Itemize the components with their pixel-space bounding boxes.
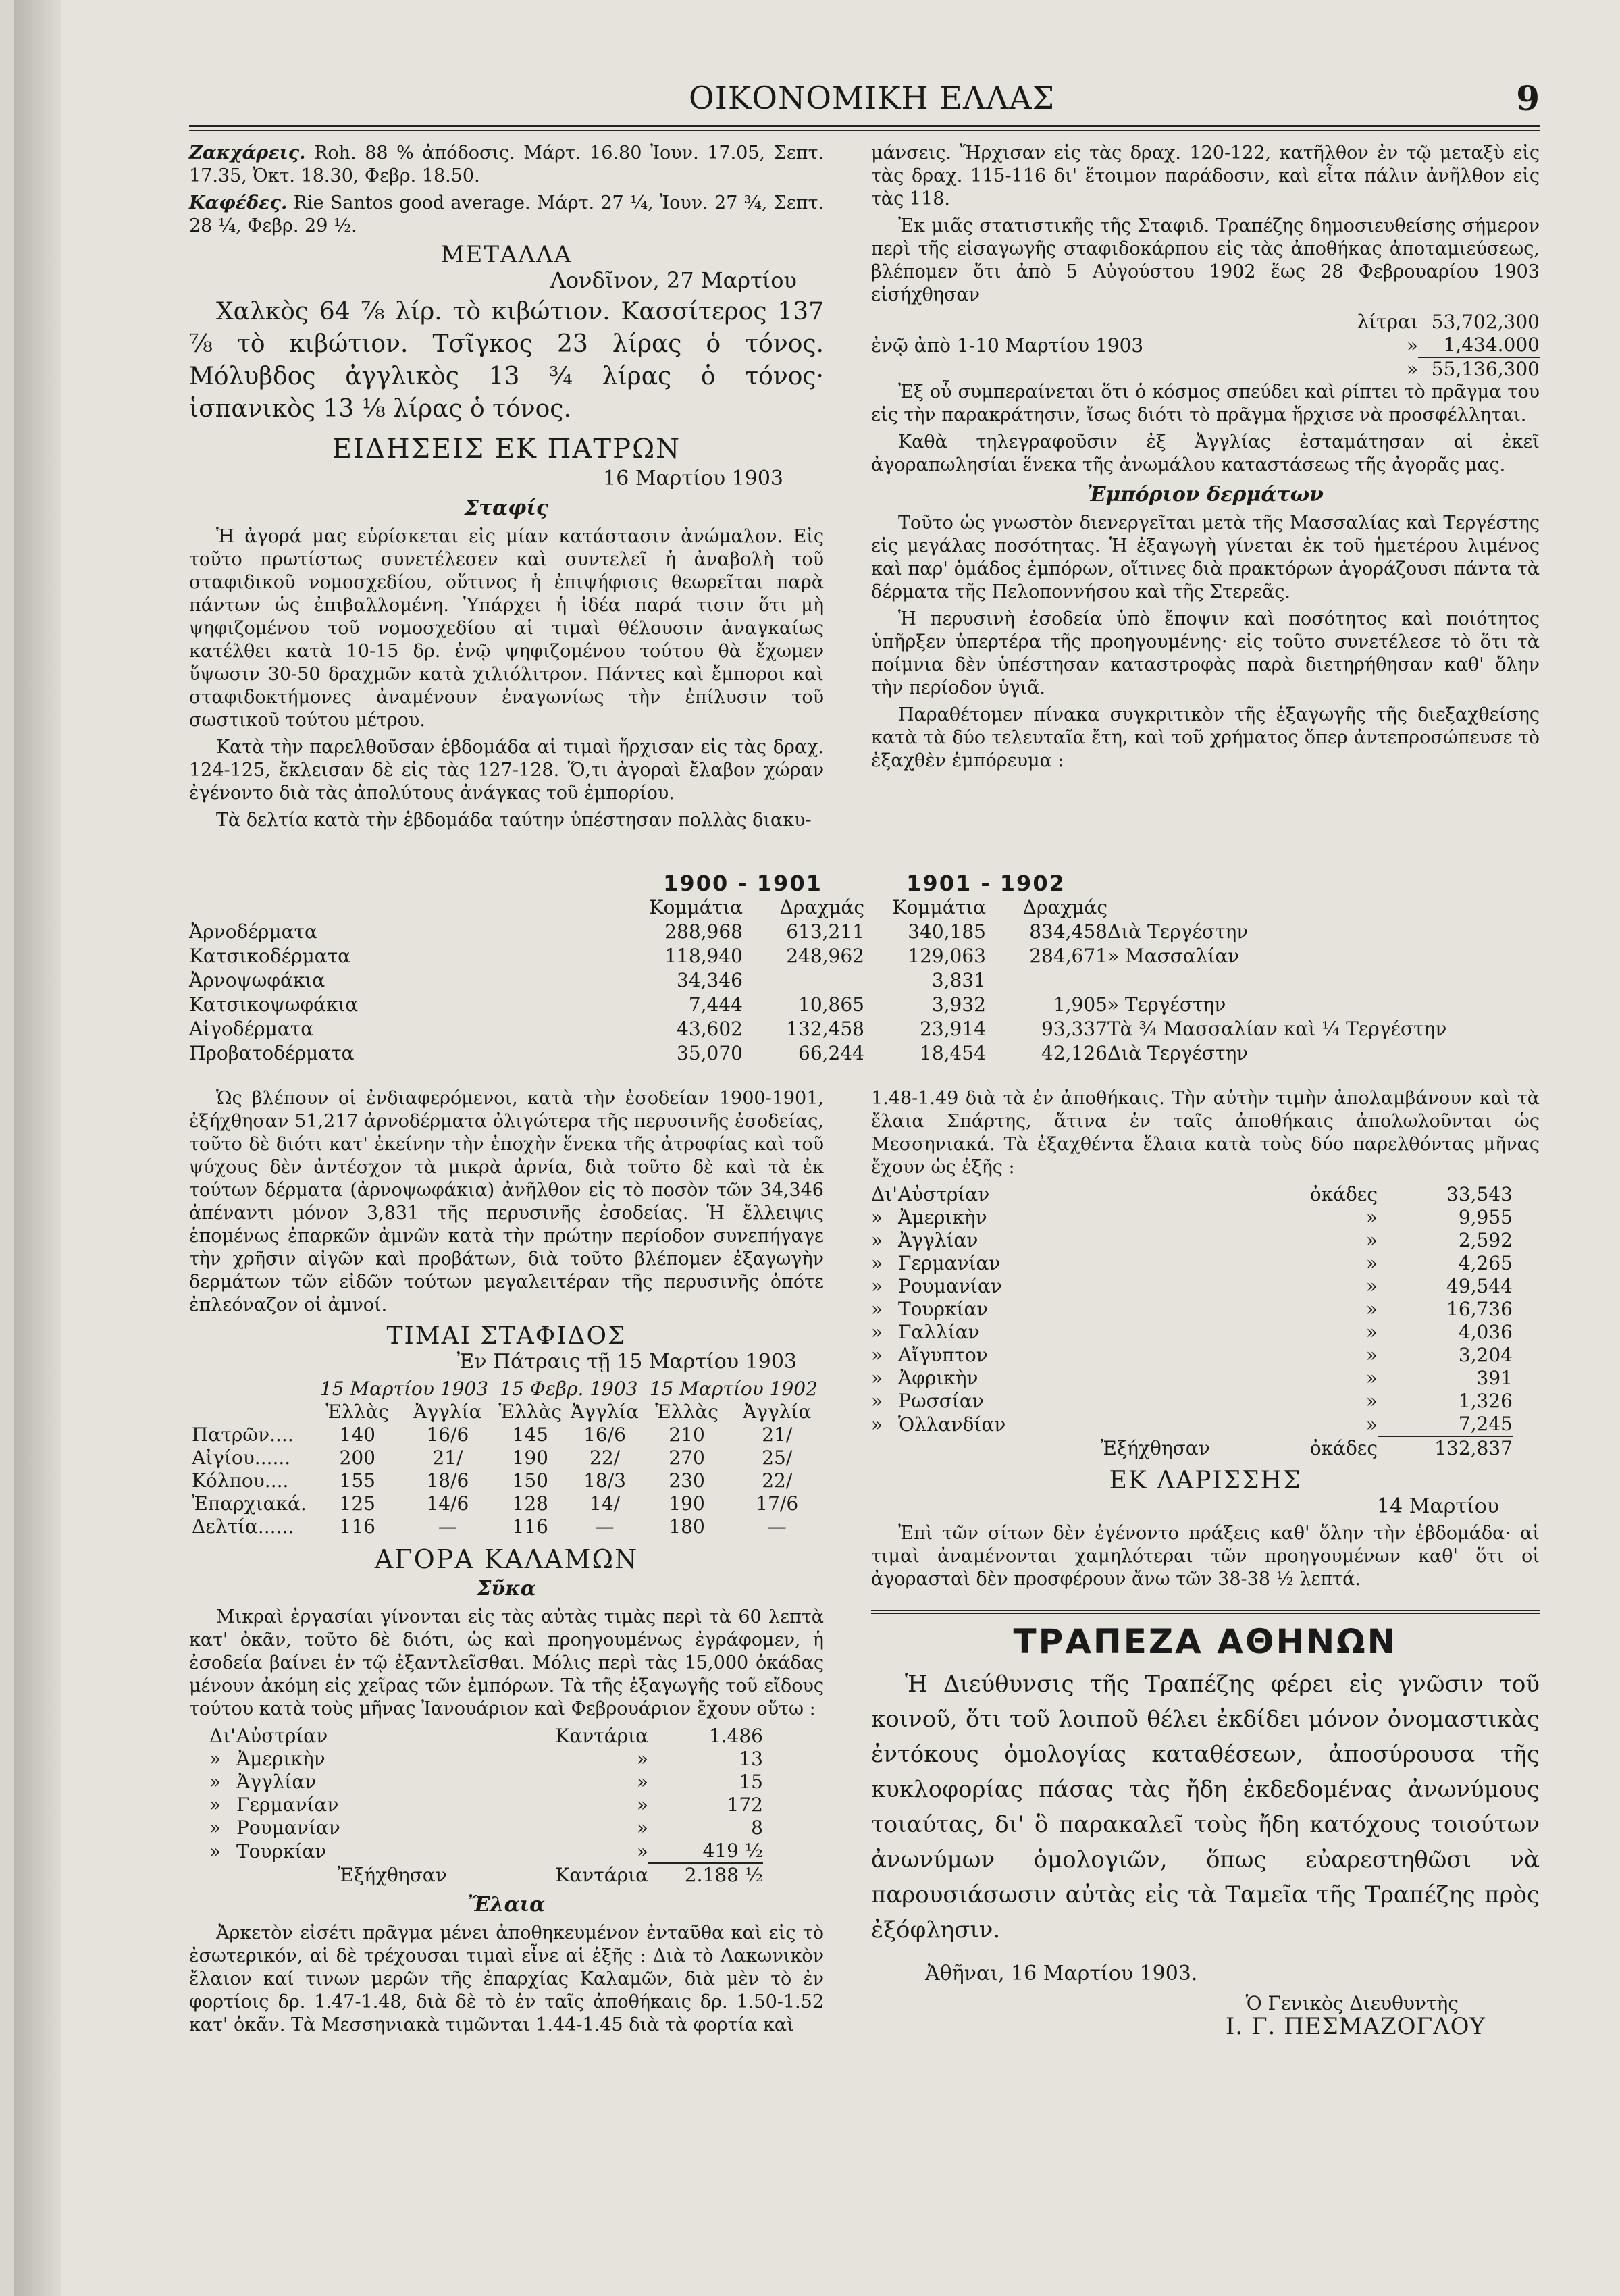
row-prefix: Δι' bbox=[209, 1725, 236, 1747]
sugar-text: Roh. 88 % ἀπόδοσις. Μάρτ. 16.80 Ἰουν. 17.05, Σεπτ. 17.35, Ὀκτ. 18.30, Φεβρ. 18.50. bbox=[189, 142, 824, 186]
right-paragraph-5: Τοῦτο ὡς γνωστὸν διενεργεῖται μετὰ τῆς Μασσαλίας καὶ Τεργέστης εἰς μεγάλας ποσότητας. Ἡ ἐξαγωγὴ γίνεται ἐκ τοῦ ἡμετέρου λιμένος καὶ παρ' ὁμάδος ἐμπόρων, οἵτινες διὰ πρακτόρων ἀγοράζουσι πάντα τὰ δέρματα τῆς Πελοποννήσου καὶ τῆς Στερεᾶς. bbox=[871, 513, 1540, 602]
table-row bbox=[209, 1748, 763, 1771]
table-row bbox=[871, 1344, 1513, 1367]
price-value: 270 bbox=[669, 1446, 705, 1469]
table-row bbox=[189, 1017, 1540, 1041]
item-name: Προβατοδέρματα bbox=[189, 1042, 355, 1064]
pieces-1901: 35,070 bbox=[677, 1042, 743, 1064]
quantity: 8 bbox=[751, 1817, 763, 1839]
larissa-paragraph: Ἐπὶ τῶν σίτων δὲν ἐγένοντο πράξεις καθ' ὅλην τὴν ἑβδομάδα· αἱ τιμαὶ ἀναμένονται χαμηλότεραι τῶν προηγουμένων καθ' ὅτι οἱ ἀγορασταὶ δὲν προσφέρουν ἄνω τῶν 38-38 ½ λεπτά. bbox=[871, 1523, 1540, 1590]
table-row bbox=[189, 1446, 824, 1469]
unit: » bbox=[1365, 1252, 1378, 1274]
raisin-prices-place: Ἐν Πάτραις τῇ 15 Μαρτίου 1903 bbox=[456, 1350, 797, 1374]
drachmas-1901 bbox=[743, 968, 864, 993]
price-date: 15 Φεβρ. 1903 bbox=[500, 1378, 638, 1400]
table-row bbox=[189, 1515, 824, 1538]
price-value: 16/6 bbox=[583, 1424, 626, 1446]
drachmas-1902: 1,905 bbox=[1053, 993, 1107, 1016]
table-row bbox=[871, 1390, 1513, 1413]
row-prefix: » bbox=[871, 1413, 883, 1436]
row-prefix: Δι' bbox=[871, 1183, 897, 1205]
table-row bbox=[871, 1413, 1513, 1436]
row-prefix: » bbox=[209, 1817, 221, 1839]
country: Γερμανίαν bbox=[236, 1794, 339, 1816]
table-row bbox=[189, 993, 1540, 1017]
item-name: Ἀρνοδέρματα bbox=[189, 920, 317, 943]
table-row bbox=[209, 1771, 763, 1794]
unit: » bbox=[636, 1748, 648, 1770]
unit: » bbox=[1365, 1275, 1378, 1297]
table-row bbox=[189, 944, 1540, 968]
price-value: 25/ bbox=[762, 1446, 793, 1469]
row-prefix: » bbox=[209, 1771, 221, 1793]
table-row bbox=[189, 1469, 824, 1492]
bank-date: Ἀθῆναι, 16 Μαρτίου 1903. bbox=[925, 1962, 1198, 1985]
row-prefix: » bbox=[871, 1321, 883, 1343]
price-value: 21/ bbox=[432, 1446, 463, 1469]
left-column-top bbox=[189, 142, 824, 836]
figs-exports-table bbox=[209, 1725, 763, 1887]
quantity: 9,955 bbox=[1458, 1206, 1513, 1228]
table-row bbox=[871, 1183, 1513, 1206]
country: Ρωσσίαν bbox=[898, 1390, 984, 1412]
row-prefix: » bbox=[871, 1275, 883, 1297]
unit: » bbox=[1365, 1206, 1378, 1228]
item-name: Αἰγοδέρματα bbox=[189, 1018, 314, 1040]
left-column-bottom bbox=[189, 1087, 824, 2041]
price-place: Ἐπαρχιακά. bbox=[192, 1492, 307, 1515]
quantity: 419 ½ bbox=[702, 1840, 763, 1862]
price-value: 116 bbox=[339, 1515, 375, 1538]
import-label: ἐνῷ ἀπὸ 1-10 Μαρτίου 1903 bbox=[871, 334, 1144, 357]
unit: » bbox=[1365, 1321, 1378, 1343]
table-row bbox=[189, 1424, 824, 1446]
import-unit: » bbox=[1406, 357, 1418, 380]
row-prefix: » bbox=[871, 1229, 883, 1251]
pieces-1901: 34,346 bbox=[677, 969, 743, 991]
quantity: 4,265 bbox=[1458, 1252, 1513, 1274]
price-value: 155 bbox=[339, 1469, 375, 1492]
figs-paragraph: Μικραὶ ἐργασίαι γίνονται εἰς τὰς αὐτὰς τιμὰς περὶ τὰ 60 λεπτὰ κατ' ὀκᾶν, τοῦτο δὲ διότι, ὡς καὶ προηγουμένως ἐγράφομεν, ἡ ἐσοδεία βαίνει ἐν τῷ ἐξαντλεῖσθαι. Μόλις περὶ τὰς 15,000 ὀκάδας μένουν ἀκόμη εἰς χεῖρας τῶν ἐμπόρων. Τὰ τῆς ἐξαγωγῆς τοῦ εἴδους τούτου κατὰ τοὺς μῆνας Ἰανουάριον καὶ Φεβρουάριον ἔχουν οὕτω : bbox=[189, 1607, 824, 1719]
country: Τουρκίαν bbox=[898, 1298, 989, 1320]
price-value: 128 bbox=[512, 1492, 548, 1515]
right-paragraph-2: Ἐκ μιᾶς στατιστικῆς τῆς Σταφιδ. Τραπέζης δημοσιευθείσης σήμερον περὶ τῆς εἰσαγωγῆς σταφιδοκάρπου εἰς τὰς ἀποθήκας ἀποταμιεύσεως, βλέπομεν ὅτι ἀπὸ 5 Αὐγούστου 1902 ἕως 28 Φεβρουαρίου 1903 εἰσήχθησαν bbox=[871, 215, 1540, 305]
leather-exports-table bbox=[189, 871, 1540, 1066]
import-row bbox=[871, 357, 1540, 381]
quantity: 4,036 bbox=[1458, 1321, 1513, 1343]
import-unit: » bbox=[1406, 334, 1418, 357]
bank-title: ΤΡΑΠΕΖΑ ΑΘΗΝΩΝ bbox=[1013, 1622, 1398, 1661]
import-row bbox=[871, 334, 1540, 357]
price-value: — bbox=[438, 1515, 457, 1538]
quantity: 391 bbox=[1476, 1367, 1513, 1389]
drachmas-1901: 613,211 bbox=[786, 920, 864, 943]
price-date: 15 Μαρτίου 1903 bbox=[319, 1378, 489, 1400]
year-heading: 1900 - 1901 bbox=[663, 870, 822, 896]
table-row bbox=[871, 1206, 1513, 1229]
drachmas-1901: 66,244 bbox=[798, 1042, 864, 1064]
table-row bbox=[189, 1041, 1540, 1066]
quantity: 15 bbox=[739, 1771, 763, 1793]
country: Αὐστρίαν bbox=[236, 1725, 328, 1747]
destination: Τὰ ¾ Μασσαλίαν καὶ ¼ Τεργέστην bbox=[1107, 1018, 1447, 1040]
price-value: 180 bbox=[669, 1515, 705, 1538]
right-column-top bbox=[871, 142, 1540, 777]
country: Ρουμανίαν bbox=[236, 1817, 340, 1839]
country: Γαλλίαν bbox=[898, 1321, 980, 1343]
pieces-1902: 3,932 bbox=[931, 993, 986, 1016]
unit: » bbox=[1365, 1298, 1378, 1320]
price-value: 14/ bbox=[590, 1492, 621, 1515]
raisin-prices-table bbox=[189, 1378, 824, 1538]
price-value: 22/ bbox=[590, 1446, 621, 1469]
price-value: — bbox=[595, 1515, 615, 1538]
drachmas-1901: 248,962 bbox=[786, 945, 864, 967]
unit: » bbox=[1365, 1413, 1378, 1436]
total-value: 2.188 ½ bbox=[648, 1863, 763, 1887]
price-value: 22/ bbox=[762, 1469, 793, 1492]
destination: Διὰ Τεργέστην bbox=[1107, 920, 1249, 943]
row-prefix: » bbox=[871, 1344, 883, 1366]
destination: » Τεργέστην bbox=[1107, 993, 1226, 1016]
market-label: Ἀγγλία bbox=[570, 1401, 639, 1423]
sugar-lead: Ζακχάρεις. bbox=[189, 142, 306, 163]
table-row bbox=[209, 1840, 763, 1863]
coffee-paragraph bbox=[189, 192, 824, 238]
price-value: 18/3 bbox=[583, 1469, 626, 1492]
market-label: Ἑλλὰς bbox=[498, 1401, 563, 1423]
price-value: 17/6 bbox=[756, 1492, 799, 1515]
total-value: 132,837 bbox=[1378, 1436, 1513, 1460]
price-value: 210 bbox=[669, 1424, 705, 1446]
column-header: Κομμάτια bbox=[892, 896, 986, 918]
country: Ἀφρικὴν bbox=[898, 1367, 978, 1389]
pieces-1901: 7,444 bbox=[688, 993, 743, 1016]
import-value: 1,434.000 bbox=[1443, 334, 1540, 356]
country: Αἴγυπτον bbox=[898, 1344, 988, 1366]
drachmas-1902: 284,671 bbox=[1029, 945, 1107, 967]
country: Γερμανίαν bbox=[898, 1252, 1001, 1274]
price-place: Δελτία...... bbox=[192, 1515, 294, 1538]
destination: » Μασσαλίαν bbox=[1107, 945, 1240, 967]
stafis-paragraph-2: Κατὰ τὴν παρελθοῦσαν ἑβδομάδα αἱ τιμαὶ ἤρχισαν εἰς τὰς δραχ. 124-125, ἔκλεισαν δὲ εἰς τὰς 127-128. Ὅ,τι ἀγοραὶ ἔλαβον χώραν ἐγένοντο διὰ τὰς ἀπολύτους ἀνάγκας τοῦ ἐμπορίου. bbox=[189, 737, 824, 804]
row-prefix: » bbox=[871, 1252, 883, 1274]
pieces-1901: 43,602 bbox=[677, 1018, 743, 1040]
drachmas-1901: 132,458 bbox=[786, 1018, 864, 1040]
destination: Διὰ Τεργέστην bbox=[1107, 1042, 1249, 1064]
price-value: 190 bbox=[669, 1492, 705, 1515]
price-place: Αἰγίου...... bbox=[192, 1446, 291, 1469]
unit: » bbox=[1365, 1229, 1378, 1251]
total-unit: ὀκάδες bbox=[1309, 1436, 1378, 1459]
total-unit: Καντάρια bbox=[555, 1863, 648, 1886]
import-row bbox=[871, 311, 1540, 334]
drachmas-1902: 834,458 bbox=[1029, 920, 1107, 943]
price-value: 230 bbox=[669, 1469, 705, 1492]
price-value: 18/6 bbox=[426, 1469, 469, 1492]
row-prefix: » bbox=[871, 1367, 883, 1389]
quantity: 3,204 bbox=[1458, 1344, 1513, 1366]
oil-exports-table bbox=[871, 1183, 1513, 1460]
total-row bbox=[871, 1436, 1513, 1460]
right-paragraph-1: μάνσεις. Ἤρχισαν εἰς τὰς δραχ. 120-122, κατῆλθον ἐν τῷ μεταξὺ εἰς τὰς δραχ. 115-116 δι' ἕτοιμον παράδοσιν, καὶ εἶτα πάλιν ἀνῆλθον εἰς τὰς 118. bbox=[871, 142, 1540, 209]
row-prefix: » bbox=[209, 1748, 221, 1770]
price-value: — bbox=[767, 1515, 787, 1538]
coffee-lead: Καφέδες. bbox=[189, 192, 288, 213]
unit: ὀκάδες bbox=[1309, 1183, 1378, 1205]
item-name: Ἀρνοψωφάκια bbox=[189, 969, 325, 991]
table-row bbox=[871, 1298, 1513, 1321]
right-column-bottom bbox=[871, 1087, 1540, 2038]
stafis-paragraph-3: Τὰ δελτία κατὰ τὴν ἑβδομάδα ταύτην ὑπέστησαν πολλὰς διακυ- bbox=[216, 810, 812, 831]
bank-notice-text: Ἡ Διεύθυνσις τῆς Τραπέζης φέρει εἰς γνῶσιν τοῦ κοινοῦ, ὅτι τοῦ λοιποῦ θέλει ἐκδίδει μόνον ὀνομαστικὰς ἐντόκους ὁμολογίας καταθέσεων, ἀποσύρουσα τῆς κυκλοφορίας πάσας τὰς ἤδη ἐκδεδομένας ἀνωνύμους τοιαύτας, δι' ὃ παρακαλεῖ τοὺς ἤδη κατόχους τοιούτων ἀνωνύμων ὁμολογιῶν, ὅπως εὐαρεστηθῶσι νὰ παρουσιάσωσιν αὐτὰς εἰς τὰ Ταμεῖα τῆς Τραπέζης πρὸς ἐξόφλησιν. bbox=[871, 1671, 1540, 1943]
table-row bbox=[871, 1367, 1513, 1390]
year-heading: 1901 - 1902 bbox=[906, 870, 1066, 896]
pieces-1902: 129,063 bbox=[908, 945, 986, 967]
market-label: Ἀγγλία bbox=[413, 1401, 482, 1423]
market-label: Ἀγγλία bbox=[743, 1401, 812, 1423]
raisin-prices-title: ΤΙΜΑΙ ΣΤΑΦΙΔΟΣ bbox=[386, 1322, 627, 1350]
pieces-1902: 18,454 bbox=[920, 1042, 986, 1064]
quantity: 16,736 bbox=[1446, 1298, 1513, 1320]
figs-title: Σῦκα bbox=[477, 1577, 536, 1600]
total-label: Ἐξήχθησαν bbox=[1101, 1436, 1210, 1459]
leather-title: Ἐμπόριον δερμάτων bbox=[1087, 483, 1324, 506]
price-date: 15 Μαρτίου 1902 bbox=[649, 1378, 818, 1400]
page-binding-edge bbox=[14, 0, 61, 2296]
price-place: Πατρῶν.... bbox=[192, 1424, 294, 1446]
olives-title: Ἔλαια bbox=[467, 1893, 546, 1916]
stafis-title: Σταφίς bbox=[464, 496, 549, 520]
price-value: 140 bbox=[339, 1424, 375, 1446]
right-paragraph-6: Ἡ περυσινὴ ἐσοδεία ὑπὸ ἔποψιν καὶ ποσότητος καὶ ποιότητος ὑπῆρξεν ὑπερτέρα τῆς προηγουμένης· εἰς τοῦτο συνετέλεσε τὸ ὅτι τὰ ποίμνια δὲν ὑπέστησαν καταστροφὰς παρὰ διετηρήθησαν καθ' ὅλην τὴν περίοδον ὑγιᾶ. bbox=[871, 608, 1540, 698]
signatory-role: Ὁ Γενικὸς Διευθυντὴς bbox=[1245, 1992, 1459, 2014]
pieces-1901: 118,940 bbox=[664, 945, 743, 967]
row-prefix: » bbox=[209, 1840, 221, 1862]
table-row bbox=[871, 1229, 1513, 1252]
unit: » bbox=[1365, 1390, 1378, 1412]
country: Ἀμερικὴν bbox=[236, 1748, 325, 1770]
quantity: 13 bbox=[739, 1748, 763, 1770]
signatory-name: Ι. Γ. ΠΕΣΜΑΖΟΓΛΟΥ bbox=[1225, 2013, 1486, 2040]
country: Ἀγγλίαν bbox=[898, 1229, 978, 1251]
import-value: 53,702,300 bbox=[1431, 311, 1540, 333]
price-value: 145 bbox=[512, 1424, 548, 1446]
row-prefix: » bbox=[871, 1390, 883, 1412]
running-header bbox=[189, 68, 1540, 122]
table-row bbox=[189, 920, 1540, 944]
row-prefix: » bbox=[871, 1206, 883, 1228]
price-value: 21/ bbox=[762, 1424, 793, 1446]
header-rule bbox=[189, 125, 1540, 131]
market-label: Ἑλλὰς bbox=[655, 1401, 718, 1423]
destination bbox=[1107, 968, 1540, 993]
table-row bbox=[209, 1817, 763, 1840]
patras-date: 16 Μαρτίου 1903 bbox=[603, 467, 783, 490]
price-value: 150 bbox=[512, 1469, 548, 1492]
table-row bbox=[209, 1794, 763, 1817]
pieces-1901: 288,968 bbox=[664, 920, 743, 943]
column-header: Δραχμάς bbox=[1022, 896, 1107, 918]
total-row bbox=[209, 1863, 763, 1887]
quantity: 33,543 bbox=[1446, 1183, 1513, 1205]
market-label: Ἑλλὰς bbox=[325, 1401, 390, 1423]
stafis-paragraph-1: Ἡ ἀγορά μας εὑρίσκεται εἰς μίαν κατάστασιν ἀνώμαλον. Εἰς τοῦτο πρωτίστως συνετέλεσεν καὶ συντελεῖ ἡ ἀναβολὴ τοῦ σταφιδικοῦ νομοσχεδίου, οὕτινος ἡ ἐπιψήφισις θεωρεῖται παρὰ πάντων ὡς ἐπιβαλλομένη. Ὑπάρχει ἡ ἰδέα παρά τισιν ὅτι μὴ ψηφιζομένου τοῦ νομοσχεδίου αἱ τιμαὶ θέλουσιν ἀναγκαίως κατέλθει κατὰ 10-15 δρ. ἐνῷ ψηφιζομένου τούτου θὰ ἔχωμεν ὕψωσιν 30-50 δραχμῶν κατὰ χιλιόλιτρον. Πάντες καὶ ἔμποροι καὶ σταφιδοκτήμονες ἀναμένουν ἐναγωνίως τὴν ἐπίλυσιν τοῦ σωστικοῦ τούτου μέτρου. bbox=[189, 526, 824, 731]
drachmas-1902: 93,337 bbox=[1041, 1018, 1107, 1040]
table-row bbox=[871, 1275, 1513, 1298]
sugar-paragraph bbox=[189, 142, 824, 188]
quantity: 2,592 bbox=[1458, 1229, 1513, 1251]
metals-title: ΜΕΤΑΛΛΑ bbox=[440, 241, 573, 268]
table-row bbox=[189, 1492, 824, 1515]
table-row bbox=[209, 1725, 763, 1748]
row-prefix: » bbox=[871, 1298, 883, 1320]
quantity: 7,245 bbox=[1458, 1413, 1513, 1435]
kalamata-market-title: ΑΓΟΡΑ ΚΑΛΑΜΩΝ bbox=[374, 1544, 639, 1574]
total-label: Ἐξήχθησαν bbox=[338, 1863, 447, 1886]
item-name: Κατσικοδέρματα bbox=[189, 945, 351, 967]
unit: » bbox=[636, 1771, 648, 1793]
column-header: Δραχμάς bbox=[779, 896, 864, 918]
metals-text: Χαλκὸς 64 ⅞ λίρ. τὸ κιβώτιον. Κασσίτερος 137 ⅞ τὸ κιβώτιον. Τσῖγκος 23 λίρας ὁ τόνος. Μόλυβδος ἀγγλικὸς 13 ¾ λίρας ὁ τόνος· ἱσπανικὸς 13 ⅛ λίρας ὁ τόνος. bbox=[189, 298, 824, 423]
drachmas-1901: 10,865 bbox=[798, 993, 864, 1016]
coffee-text: Rie Santos good average. Μάρτ. 27 ¼, Ἰουν. 27 ¾, Σεπτ. 28 ¼, Φεβρ. 29 ½. bbox=[189, 192, 825, 236]
quantity: 49,544 bbox=[1446, 1275, 1513, 1297]
import-unit: λίτραι bbox=[1357, 311, 1418, 333]
running-title: ΟΙΚΟΝΟΜΙΚΗ ΕΛΛΑΣ bbox=[689, 80, 1055, 116]
unit: Καντάρια bbox=[555, 1725, 648, 1747]
price-value: 14/6 bbox=[426, 1492, 469, 1515]
table-row bbox=[189, 968, 1540, 993]
country: Ἀγγλίαν bbox=[236, 1771, 317, 1793]
drachmas-1902 bbox=[986, 968, 1107, 993]
right-paragraph-7: Παραθέτομεν πίνακα συγκριτικὸν τῆς ἐξαγωγῆς τῆς διεξαχθείσης κατὰ τὰ δύο τελευταῖα ἔτη, καὶ τοῦ χρήματος ὅπερ ἀντεπροσώπευσε τὸ ἐξαχθὲν ἐμπόρευμα : bbox=[871, 704, 1540, 771]
country: Αὐστρίαν bbox=[898, 1183, 990, 1205]
price-value: 125 bbox=[339, 1492, 375, 1515]
bank-notice bbox=[871, 1610, 1540, 2038]
right-paragraph-4: Καθὰ τηλεγραφοῦσιν ἐξ Ἀγγλίας ἐσταμάτησαν αἱ ἐκεῖ ἀγοραπωλησίαι ἕνεκα τῆς ἀνωμάλου καταστάσεως τῆς ἀγορᾶς μας. bbox=[871, 432, 1540, 475]
table-row bbox=[871, 1252, 1513, 1275]
table-row bbox=[871, 1321, 1513, 1344]
pieces-1902: 23,914 bbox=[920, 1018, 986, 1040]
pieces-1902: 3,831 bbox=[931, 969, 986, 991]
leather-commentary: Ὡς βλέπουν οἱ ἐνδιαφερόμενοι, κατὰ τὴν ἐσοδείαν 1900-1901, ἐξήχθησαν 51,217 ἀρνοδέρματα ὀλιγώτερα τῆς περυσινῆς ἐσοδείας, τοῦτο δὲ διότι κατ' ἐκείνην τὴν ἐποχὴν ἕνεκα τῆς ἀτροφίας καὶ τοῦ ψύχους δὲν ἀντέσχον τὰ μικρὰ ἀρνία, διὰ τοῦτο δὲ καὶ τὰ ἐκ τούτων δέρματα (ἀρνοψωφάκια) ἀνῆλθον εἰς τὸ ποσὸν τῶν 34,346 ἀπέναντι μόνον 3,831 τῆς περυσινῆς ἐσοδείας. Ἡ ἔλλειψις ἑπομένως ἐπαρκῶν ἀμνῶν κατὰ τὴν πρώτην περίοδον συνεπήγαγε τὴν χρῆσιν αἰγῶν καὶ προβάτων, διὰ τοῦτο βλέπομεν ἐξαγωγὴν δερμάτων τῶν εἰδῶν τούτων μεγαλειτέραν τῆς περυσινῆς ὁπότε ἐπλεόναζον οἱ ἀμνοί. bbox=[189, 1088, 824, 1315]
quantity: 172 bbox=[727, 1794, 763, 1816]
price-value: 116 bbox=[512, 1515, 548, 1538]
unit: » bbox=[1365, 1367, 1378, 1389]
larissa-date: 14 Μαρτίου bbox=[1377, 1494, 1499, 1518]
patras-title: ΕΙΔΗΣΕΙΣ ΕΚ ΠΑΤΡΩΝ bbox=[332, 434, 681, 465]
row-prefix: » bbox=[209, 1794, 221, 1816]
unit: » bbox=[636, 1794, 648, 1816]
unit: » bbox=[1365, 1344, 1378, 1366]
larissa-title: ΕΚ ΛΑΡΙΣΣΗΣ bbox=[1109, 1467, 1302, 1494]
column-header: Κομμάτια bbox=[649, 896, 743, 918]
unit: » bbox=[636, 1840, 648, 1862]
price-value: 190 bbox=[512, 1446, 548, 1469]
unit: » bbox=[636, 1817, 648, 1839]
olives-paragraph: Ἀρκετὸν εἰσέτι πρᾶγμα μένει ἀποθηκευμένον ἐνταῦθα καὶ εἰς τὸ ἐσωτερικόν, αἱ δὲ τρέχουσαι τιμαὶ εἶνε αἱ ἑξῆς : Διὰ τὸ Λακωνικὸν ἔλαιον καί τινων μερῶν τῆς ἐπαρχίας Καλαμῶν, διὰ μὲν τὸ ἐν φορτίοις δρ. 1.47-1.48, διὰ δὲ τὸ ἐν ταῖς ἀποθήκαις δρ. 1.50-1.52 κατ' ὀκᾶν. Τὰ Μεσσηνιακὰ τιμῶνται 1.44-1.45 διὰ τὰ φορτία καὶ bbox=[189, 1923, 824, 2035]
country: Ὁλλανδίαν bbox=[898, 1413, 1006, 1436]
country: Ἀμερικὴν bbox=[898, 1206, 987, 1228]
quantity: 1.486 bbox=[708, 1725, 763, 1747]
metals-place: Λονδῖνον, 27 Μαρτίου bbox=[550, 267, 797, 293]
country: Ρουμανίαν bbox=[898, 1275, 1002, 1297]
import-figures bbox=[871, 311, 1540, 381]
right-paragraph-3: Ἐξ οὗ συμπεραίνεται ὅτι ὁ κόσμος σπεύδει καὶ ρίπτει τὸ πρᾶγμα του εἰς τὴν παρακράτησιν, ἴσως διότι τὸ πρᾶγμα ἤρχισε νὰ προσφέλληται. bbox=[871, 382, 1540, 425]
page-number: 9 bbox=[1516, 78, 1540, 118]
pieces-1902: 340,185 bbox=[908, 920, 986, 943]
country: Τουρκίαν bbox=[236, 1840, 327, 1862]
quantity: 1,326 bbox=[1458, 1390, 1513, 1412]
import-total: 55,136,300 bbox=[1418, 357, 1540, 381]
drachmas-1902: 42,126 bbox=[1041, 1042, 1107, 1064]
item-name: Κατσικοψωφάκια bbox=[189, 993, 359, 1016]
olives-continued: 1.48-1.49 διὰ τὰ ἐν ἀποθήκαις. Τὴν αὐτὴν τιμὴν ἀπολαμβάνουν καὶ τὰ ἔλαια Σπάρτης, ἅτινα ἐν ταῖς ἀποθήκαις ἀπολωλοῦνται ὡς Μεσσηνιακά. Τὰ ἐξαχθέντα ἔλαια κατὰ τοὺς δύο παρελθόντας μῆνας ἔχουν ὡς ἑξῆς : bbox=[871, 1088, 1540, 1178]
price-value: 16/6 bbox=[426, 1424, 469, 1446]
price-value: 200 bbox=[339, 1446, 375, 1469]
price-place: Κόλπου.... bbox=[192, 1469, 289, 1492]
